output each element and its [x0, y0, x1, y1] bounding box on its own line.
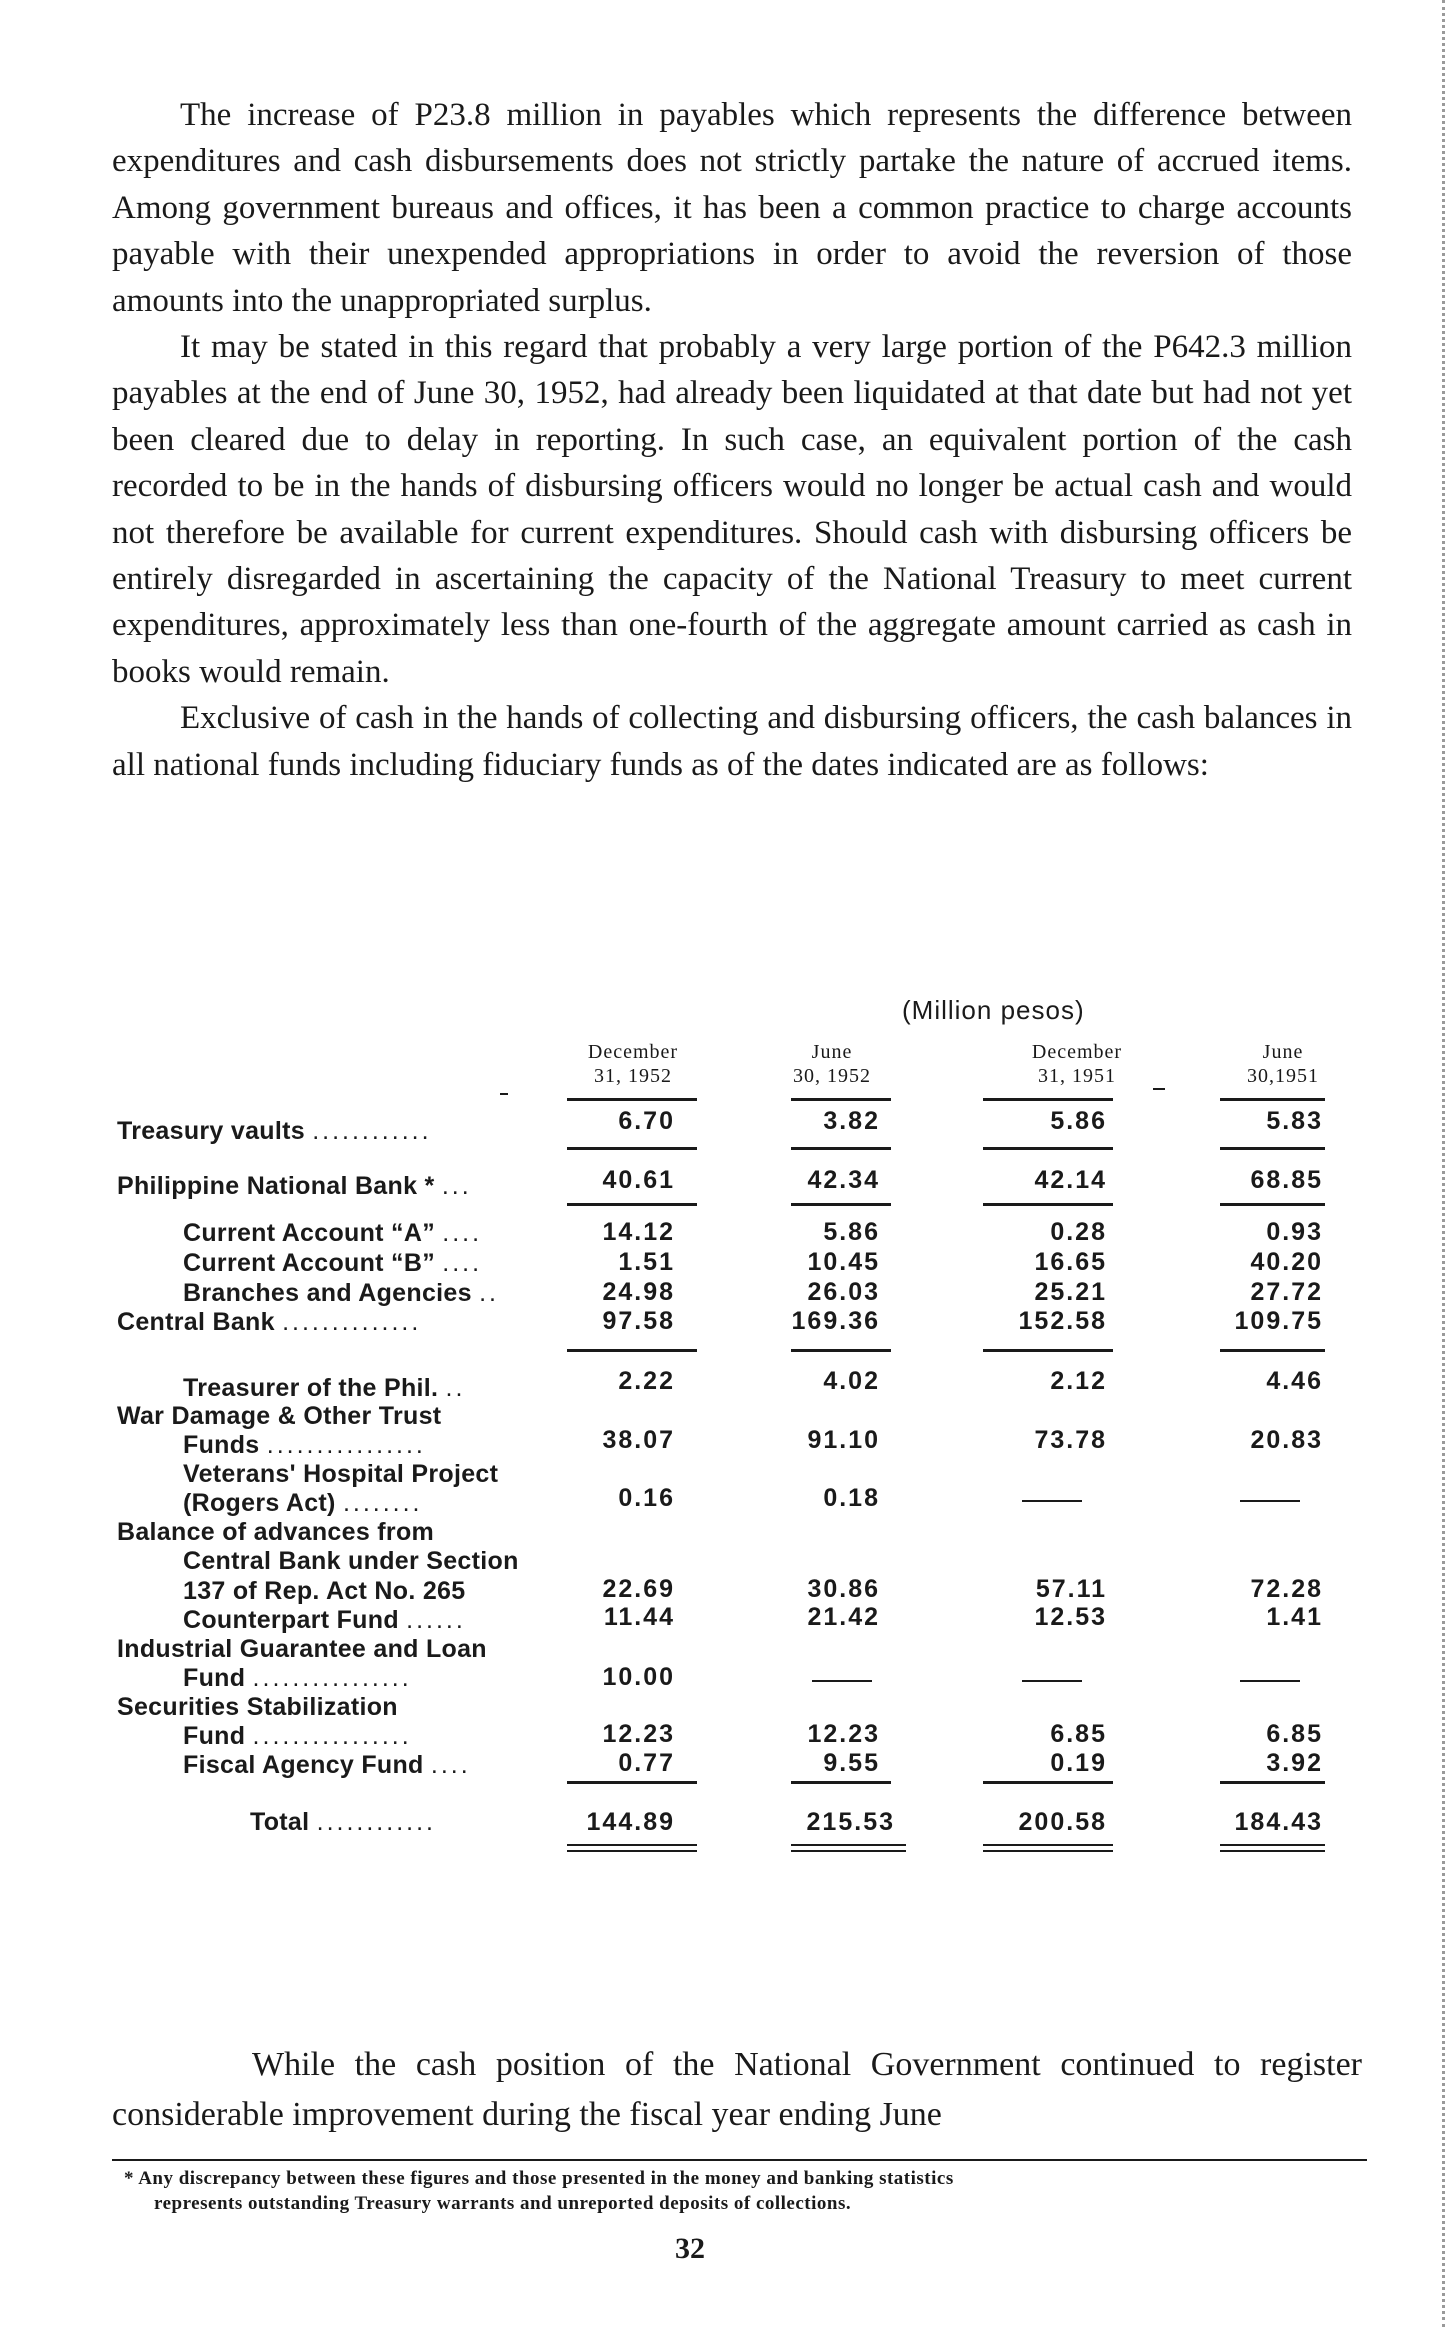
empty-cell-dash — [812, 1680, 872, 1682]
table-cell: 97.58 — [602, 1307, 675, 1335]
col-head-line2: 31, 1952 — [594, 1065, 672, 1087]
col-head-jun-1952 — [747, 1040, 917, 1088]
table-cell-total: 215.53 — [806, 1808, 895, 1836]
total-double-rule — [791, 1844, 906, 1852]
table-cell: 3.82 — [823, 1107, 880, 1135]
row-label: War Damage & Other Trust — [117, 1402, 442, 1430]
subtotal-rule — [983, 1349, 1113, 1352]
table-cell: 22.69 — [602, 1575, 675, 1603]
table-cell: 12.23 — [807, 1720, 880, 1748]
subtotal-rule — [791, 1203, 891, 1206]
page-number: 32 — [675, 2232, 705, 2265]
table-cell: 169.36 — [791, 1307, 880, 1335]
subtotal-rule — [791, 1147, 891, 1150]
table-cell: 0.28 — [1050, 1218, 1107, 1246]
table-cell: 2.22 — [618, 1367, 675, 1395]
table-cell: 2.12 — [1050, 1367, 1107, 1395]
subtotal-rule — [1220, 1203, 1325, 1206]
paragraph-liquidation: It may be stated in this regard that probably a very large portion of the P642.3 million payables at the end of June 30, 1952, had already been liquidated at that date but had not yet been cleared due to delay in reporting. In such case, an equivalent portion of the cash recorded to be in the hands of disbursing officers would no longer be actual cash and would not therefore be available for current expenditures. Should cash with disbursing officers be entirely disregarded in ascertaining the capacity of the National Treasury to meet current expenditures, approximately less than one-fourth of the aggregate amount carried as cash in books would remain. — [112, 329, 1352, 690]
subtotal-rule — [1220, 1349, 1325, 1352]
footnote-line-2: represents outstanding Treasury warrants and unreported deposits of collections. — [154, 2193, 852, 2214]
table-cell: 40.20 — [1250, 1248, 1323, 1276]
table-cell: 57.11 — [1035, 1575, 1107, 1603]
row-label: Fiscal Agency Fund .... — [183, 1751, 471, 1779]
page-edge — [1442, 0, 1452, 2327]
row-label: Veterans' Hospital Project — [183, 1460, 499, 1488]
row-label: 137 of Rep. Act No. 265 — [183, 1577, 466, 1605]
table-cell: 16.65 — [1034, 1248, 1107, 1276]
empty-cell-dash — [1022, 1500, 1082, 1502]
col-head-line1: December — [1031, 1041, 1123, 1063]
total-rule — [567, 1781, 697, 1784]
paragraph-cash-balances: Exclusive of cash in the hands of collecting and disbursing officers, the cash balances in all national funds including fiduciary funds as of the dates indicated are as follows: — [112, 700, 1352, 783]
table-cell: 0.77 — [618, 1749, 675, 1777]
total-rule — [1220, 1781, 1325, 1784]
total-double-rule — [567, 1844, 697, 1852]
table-unit: (Million pesos) — [902, 995, 1085, 1025]
col-head-line1: December — [587, 1041, 679, 1063]
table-cell: 30.86 — [807, 1575, 880, 1603]
row-label: (Rogers Act) ........ — [183, 1489, 423, 1517]
row-label: Current Account “B” .... — [183, 1249, 483, 1277]
col-head-line2: 30, 1952 — [793, 1065, 871, 1087]
footnote-line-1: * Any discrepancy between these figures and those presented in the money and banking statistics — [124, 2168, 954, 2189]
table-cell: 14.12 — [602, 1218, 675, 1246]
empty-cell-dash — [1240, 1500, 1300, 1502]
table-cell: 152.58 — [1018, 1307, 1107, 1335]
table-cell: 0.93 — [1266, 1218, 1323, 1246]
table-cell: 10.00 — [602, 1663, 675, 1691]
table-cell: 1.41 — [1266, 1603, 1323, 1631]
table-cell: 73.78 — [1034, 1426, 1107, 1454]
row-label: Central Bank under Section — [183, 1547, 519, 1575]
table-cell: 20.83 — [1250, 1426, 1323, 1454]
col-head-line2: 30,1951 — [1247, 1065, 1319, 1087]
table-cell: 6.85 — [1050, 1720, 1107, 1748]
table-cell: 21.42 — [807, 1603, 880, 1631]
row-label: Central Bank .............. — [117, 1308, 422, 1336]
row-label: Industrial Guarantee and Loan — [117, 1635, 487, 1663]
table-cell: 9.55 — [823, 1749, 880, 1777]
total-rule — [791, 1781, 891, 1784]
row-label: Philippine National Bank * ... — [117, 1172, 472, 1200]
stray-mark — [1153, 1088, 1165, 1090]
row-label: Branches and Agencies .. — [183, 1279, 499, 1307]
body-text — [112, 92, 1352, 788]
table-cell: 42.34 — [807, 1166, 880, 1194]
header-rule — [1220, 1098, 1325, 1101]
table-cell: 12.53 — [1034, 1603, 1107, 1631]
row-label: Fund ................ — [183, 1664, 412, 1692]
table-cell: 10.45 — [807, 1248, 880, 1276]
subtotal-rule — [567, 1147, 697, 1150]
row-label: Balance of advances from — [117, 1518, 435, 1546]
row-label: Fund ................ — [183, 1722, 412, 1750]
closing-paragraph: While the cash position of the National Government continued to register considerable improvement during the fiscal year ending June — [112, 2046, 1362, 2133]
row-label: Treasury vaults ............ — [117, 1117, 432, 1145]
empty-cell-dash — [1240, 1680, 1300, 1682]
table-cell: 40.61 — [602, 1166, 675, 1194]
table-cell: 12.23 — [602, 1720, 675, 1748]
row-label: Securities Stabilization — [117, 1693, 398, 1721]
table-cell: 68.85 — [1250, 1166, 1323, 1194]
table-cell: 72.28 — [1250, 1575, 1323, 1603]
table-cell: 4.02 — [823, 1367, 880, 1395]
subtotal-rule — [983, 1147, 1113, 1150]
col-head-line1: June — [811, 1041, 853, 1063]
col-head-jun-1951 — [1198, 1040, 1368, 1088]
header-rule — [791, 1098, 891, 1101]
col-head-line1: June — [1262, 1041, 1304, 1063]
subtotal-rule — [1220, 1147, 1325, 1150]
table-cell: 26.03 — [807, 1278, 880, 1306]
table-cell: 4.46 — [1266, 1367, 1323, 1395]
table-cell-total: 200.58 — [1018, 1808, 1107, 1836]
table-cell: 11.44 — [603, 1603, 675, 1631]
header-rule — [567, 1098, 697, 1101]
table-cell-total: 144.89 — [586, 1808, 675, 1836]
table-cell: 6.85 — [1266, 1720, 1323, 1748]
table-cell: 1.51 — [618, 1248, 675, 1276]
row-label: Counterpart Fund ...... — [183, 1606, 466, 1634]
subtotal-rule — [567, 1349, 697, 1352]
total-double-rule — [1220, 1844, 1325, 1852]
empty-cell-dash — [1022, 1680, 1082, 1682]
table-cell: 91.10 — [807, 1426, 880, 1454]
col-head-line2: 31, 1951 — [1038, 1065, 1116, 1087]
table-cell: 0.19 — [1050, 1749, 1107, 1777]
subtotal-rule — [791, 1349, 891, 1352]
table-cell: 25.21 — [1034, 1278, 1107, 1306]
subtotal-rule — [983, 1203, 1113, 1206]
row-label: Current Account “A” .... — [183, 1219, 483, 1247]
row-label: Treasurer of the Phil. .. — [183, 1374, 466, 1402]
row-label: Funds ................ — [183, 1431, 426, 1459]
table-cell: 5.83 — [1266, 1107, 1323, 1135]
paragraph-payables: The increase of P23.8 million in payables which represents the difference between expenditures and cash disbursements does not strictly partake the nature of accrued items. Among government bureaus and offices, it has been a common practice to charge accounts payable with their unexpended appropriations in order to avoid the reversion of those amounts into the unappropriated surplus. — [112, 97, 1352, 319]
table-cell-total: 184.43 — [1234, 1808, 1323, 1836]
table-cell: 5.86 — [823, 1218, 880, 1246]
col-head-dec-1951 — [992, 1040, 1162, 1088]
table-cell: 6.70 — [618, 1107, 675, 1135]
footnote-rule — [112, 2159, 1367, 2161]
table-cell: 0.16 — [618, 1484, 675, 1512]
stray-mark — [500, 1093, 508, 1095]
table-cell: 24.98 — [602, 1278, 675, 1306]
footnote — [124, 2166, 1364, 2216]
table-cell: 3.92 — [1266, 1749, 1323, 1777]
col-head-dec-1952 — [548, 1040, 718, 1088]
row-label-total: Total ............ — [250, 1808, 436, 1836]
subtotal-rule — [567, 1203, 697, 1206]
table-cell: 109.75 — [1234, 1307, 1323, 1335]
table-cell: 5.86 — [1050, 1107, 1107, 1135]
table-cell: 42.14 — [1034, 1166, 1107, 1194]
table-cell: 0.18 — [823, 1484, 880, 1512]
total-rule — [983, 1781, 1113, 1784]
header-rule — [983, 1098, 1113, 1101]
total-double-rule — [983, 1844, 1113, 1852]
table-cell: 27.72 — [1250, 1278, 1323, 1306]
table-cell: 38.07 — [602, 1426, 675, 1454]
